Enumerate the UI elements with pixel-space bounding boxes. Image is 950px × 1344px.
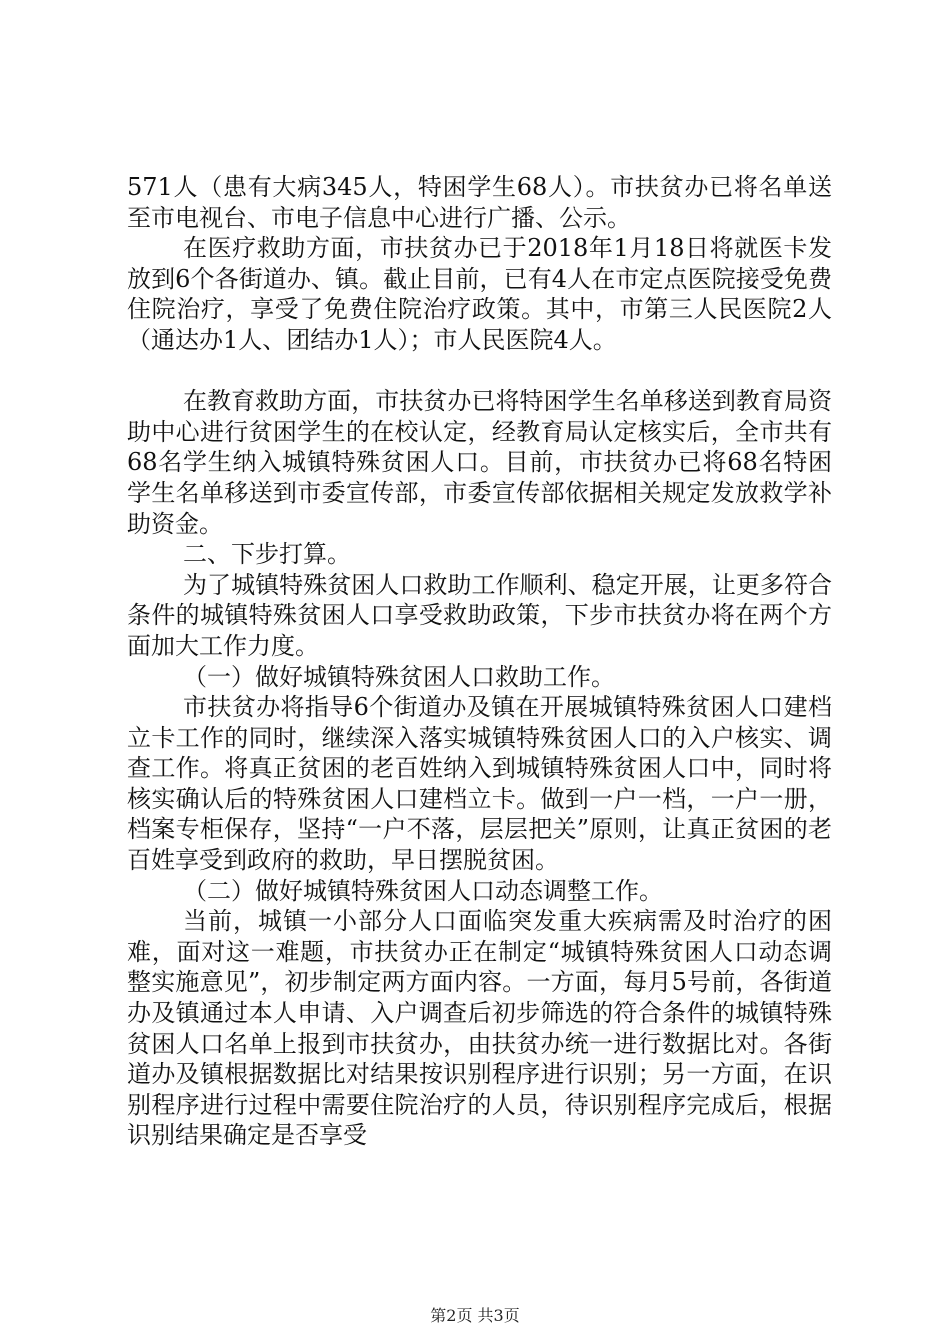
subheading-dynamic-adjustment: （二）做好城镇特殊贫困人口动态调整工作。	[183, 876, 663, 905]
paragraph-gap	[127, 356, 832, 387]
subheading-aid-work: （一）做好城镇特殊贫困人口救助工作。	[183, 662, 615, 691]
section-heading-next-steps: 二、下步打算。	[183, 540, 351, 569]
paragraph-dynamic-adjustment: 当前，城镇一小部分人口面临突发重大疾病需及时治疗的困难，面对这一难题，市扶贫办正在制定“城镇特殊贫困人口动态调整实施意见”，初步制定两方面内容。一方面，每月5号前，各街道办及镇通过本人申请、入户调查后初步筛选的符合条件的城镇特殊贫困人口名单上报到市扶贫办，由扶贫办统一进行数据比对。各街道办及镇根据数据比对结果按识别程序进行识别；另一方面，在识别程序进行过程中需要住院治疗的人员，待识别程序完成后，根据识别结果确定是否享受	[127, 907, 832, 1150]
paragraph-aid-work: 市扶贫办将指导6个街道办及镇在开展城镇特殊贫困人口建档立卡工作的同时，继续深入落实城镇特殊贫困人口的入户核实、调查工作。将真正贫困的老百姓纳入到城镇特殊贫困人口中，同时将核实确认后的特殊贫困人口建档立卡。做到一户一档，一户一册，档案专柜保存，坚持“一户不落，层层把关”原则，让真正贫困的老百姓享受到政府的救助，早日摆脱贫困。	[127, 693, 832, 875]
paragraph-medical-aid: 在医疗救助方面，市扶贫办已于2018年1月18日将就医卡发放到6个各街道办、镇。截止目前，已有4人在市定点医院接受免费住院治疗，享受了免费住院治疗政策。其中，市第三人民医院2人（通达办1人、团结办1人）；市人民医院4人。	[127, 234, 832, 354]
paragraph-education-aid: 在教育救助方面，市扶贫办已将特困学生名单移送到教育局资助中心进行贫困学生的在校认定，经教育局认定核实后，全市共有68名学生纳入城镇特殊贫困人口。目前，市扶贫办已将68名特困学生名单移送到市委宣传部，市委宣传部依据相关规定发放救学补助资金。	[127, 387, 832, 538]
paragraph-continuation: 571人（患有大病345人，特困学生68人）。市扶贫办已将名单送至市电视台、市电子信息中心进行广播、公示。	[127, 173, 832, 232]
page-footer: 第2页 共3页	[430, 1306, 520, 1325]
document-body	[127, 172, 832, 1151]
paragraph-next-steps-intro: 为了城镇特殊贫困人口救助工作顺利、稳定开展，让更多符合条件的城镇特殊贫困人口享受救助政策，下步市扶贫办将在两个方面加大工作力度。	[127, 570, 832, 660]
